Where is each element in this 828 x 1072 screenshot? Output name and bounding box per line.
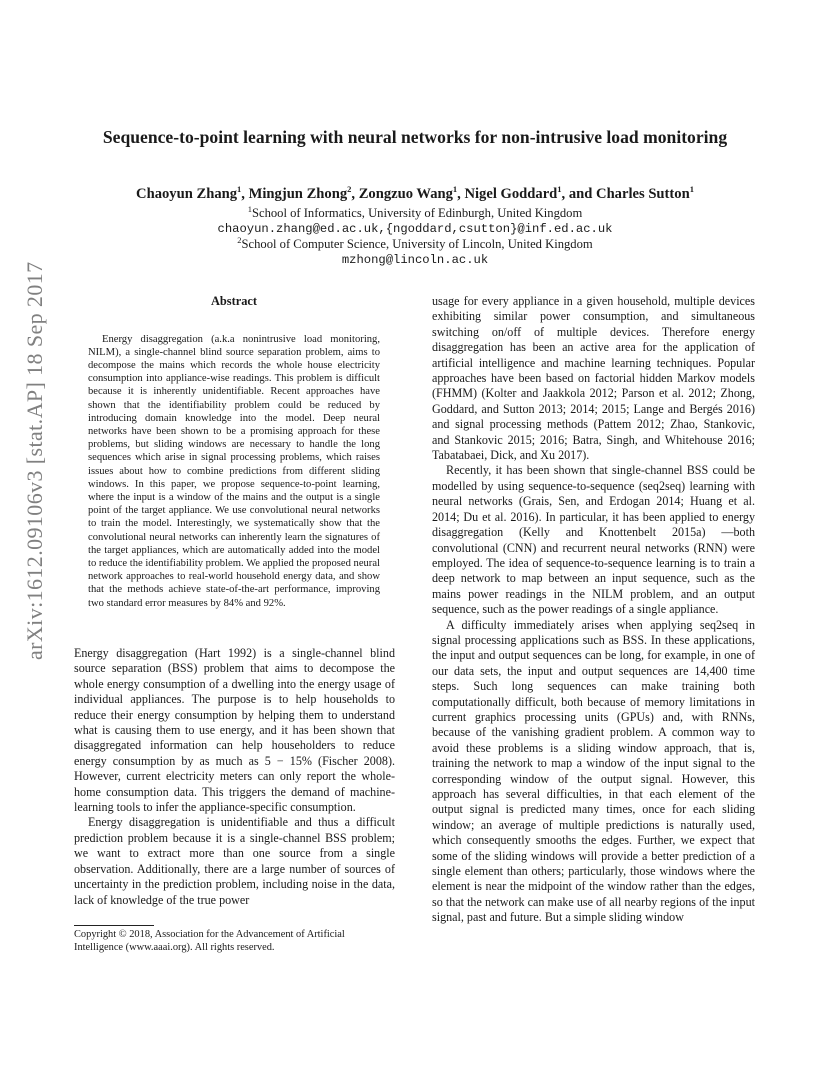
- footnote-rule: [74, 925, 154, 926]
- body-paragraph: Energy disaggregation (Hart 1992) is a single-channel blind source separation (BSS) problem that aims to decompose the whole energy consumption of a dwelling into the energy usage of individual appliances. The purpose is to help households to reduce their energy consumption by helping them to understand what is causing them to use energy, and it has been shown that disaggregated information can help householders to reduce energy consumption by as much as 5 − 15% (Fischer 2008). However, current electricity meters can only report the whole-home consumption data. This triggers the demand of machine-learning tools to infer the appliance-specific consumption.: [74, 646, 395, 815]
- author-name: Chaoyun Zhang: [136, 186, 238, 202]
- author-list: [60, 184, 770, 204]
- abstract-heading: Abstract: [210, 294, 258, 308]
- affiliation-mark: 2: [237, 234, 242, 245]
- arxiv-stamp-text: arXiv:1612.09106v3 [stat.AP] 18 Sep 2017: [22, 261, 47, 660]
- affiliation-mark: 1: [247, 203, 252, 214]
- author-name: Zongzuo Wang: [358, 186, 453, 202]
- author-affil-mark: 1: [557, 184, 562, 195]
- copyright-footnote: Copyright © 2018, Association for the Advancement of Artificial Intelligence (www.aaai.org). All rights reserved.: [74, 929, 345, 954]
- body-paragraph: usage for every appliance in a given household, multiple devices exhibiting similar power consumption, and simultaneous switching on/off of multiple devices. Therefore energy disaggregation has been an active area for the application of artificial intelligence and machine learning techniques. Popular approaches have been based on factorial hidden Markov models (FHMM) (Kolter and Jaakkola 2012; Parson et al. 2012; Zhong, Goddard, and Sutton 2013; 2014; 2015; Lange and Bergés 2016) and signal processing methods (Pattem 2012; Zhao, Stankovic, and Stankovic 2015; 2016; Batra, Singh, and Whitehouse 2016; Tabatabaei, Dick, and Xu 2017).: [432, 294, 755, 463]
- affiliation-text: School of Computer Science, University of Lincoln, United Kingdom: [241, 237, 593, 251]
- affiliation-1-email: chaoyun.zhang@ed.ac.uk,{ngoddard,csutton}@inf.ed.ac.uk: [217, 222, 613, 236]
- author-name: Mingjun Zhong: [248, 186, 348, 202]
- arxiv-stamp: [22, 261, 48, 660]
- abstract-text: [88, 322, 380, 620]
- abstract-paragraph: Energy disaggregation (a.k.a nonintrusive load monitoring, NILM), a single-channel blind source separation problem, aims to decompose the mains which records the whole house electricity consumption into appliance-wise readings. This problem is difficult because it is inherently unidentifiable. Recent approaches have shown that the identifiability problem could be reduced by introducing domain knowledge into the model. Deep neural networks have been shown to be a promising approach for these problems, but sliding windows are necessary to handle the long sequences which arise in signal processing problems, which raises issues about how to combine predictions from different sliding windows. In this paper, we propose sequence-to-point learning, where the input is a window of the mains and the output is a single point of the target appliance. We use convolutional neural networks to train the model. Interestingly, we systematically show that the convolutional neural networks can inherently learn the signatures of the target appliances, which are automatically added into the model to reduce the identifiability problem. We applied the proposed neural network approaches to real-world household energy data, and show that the methods achieve state-of-the-art performance, improving two standard error measures by 84% and 92%.: [88, 333, 380, 609]
- author-separator: ,: [351, 186, 359, 202]
- body-paragraph: A difficulty immediately arises when applying seq2seq in signal processing applications such as BSS. In these applications, the input and output sequences can be long, for example, in one of our data sets, the input and output sequences are 14,400 time steps. Such long sequences can make training both computationally difficult, both because of memory limitations in current graphics processing units (GPUs) and, with RNNs, because of the vanishing gradient problem. A common way to avoid these problems is a sliding window approach, that is, training the network to map a window of the input signal to the corresponding window of the output signal. However, this approach has several difficulties, in that each element of the output signal is predicted many times, once for each sliding window; an average of multiple predictions is naturally used, which consequently smooths the edges. Further, we expect that some of the sliding windows will provide a better prediction of a single element than others; particularly, those windows where the element is near the midpoint of the window rather than the edges, so that the network can make use of all nearby regions of the input signal, past and future. But a simple sliding window: [432, 617, 755, 925]
- author-affil-mark: 2: [347, 184, 352, 195]
- body-paragraph: Recently, it has been shown that single-channel BSS could be modelled by using sequence-to-sequence (seq2seq) learning with neural networks (Grais, Sen, and Erdogan 2014; Huang et al. 2014; Du et al. 2016). In particular, it has been applied to energy disaggregation (Kelly and Knottenbelt 2015a) —both convolutional (CNN) and recurrent neural networks (RNN) were employed. The idea of sequence-to-sequence learning is to train a deep network to map between an input sequence, such as the mains power readings in the NILM problem, and an output sequence, such as the power readings of a single appliance.: [432, 463, 755, 617]
- body-paragraph: Energy disaggregation is unidentifiable and thus a difficult prediction problem because it is a single-channel BSS problem; we want to extract more than one source from a single observation. Additionally, there are a large number of sources of uncertainty in the prediction problem, including noise in the data, lack of knowledge of the true power: [74, 815, 395, 907]
- author-name: Charles Sutton: [596, 186, 690, 202]
- author-separator: ,: [241, 186, 249, 202]
- author-name: Nigel Goddard: [464, 186, 558, 202]
- paper-title: Sequence-to-point learning with neural networks for non-intrusive load monitoring: [102, 127, 728, 147]
- author-and: , and: [561, 186, 597, 202]
- author-affil-mark: 1: [237, 184, 242, 195]
- author-separator: ,: [457, 186, 465, 202]
- author-affil-mark: 1: [689, 184, 694, 195]
- affiliation-text: School of Informatics, University of Edinburgh, United Kingdom: [251, 206, 583, 220]
- affiliation-2-email: mzhong@lincoln.ac.uk: [341, 253, 489, 267]
- author-affil-mark: 1: [452, 184, 458, 195]
- left-column-body: [74, 646, 395, 908]
- affiliation-2: [60, 236, 770, 252]
- right-column-body: [432, 294, 755, 926]
- affiliation-1: [60, 205, 770, 221]
